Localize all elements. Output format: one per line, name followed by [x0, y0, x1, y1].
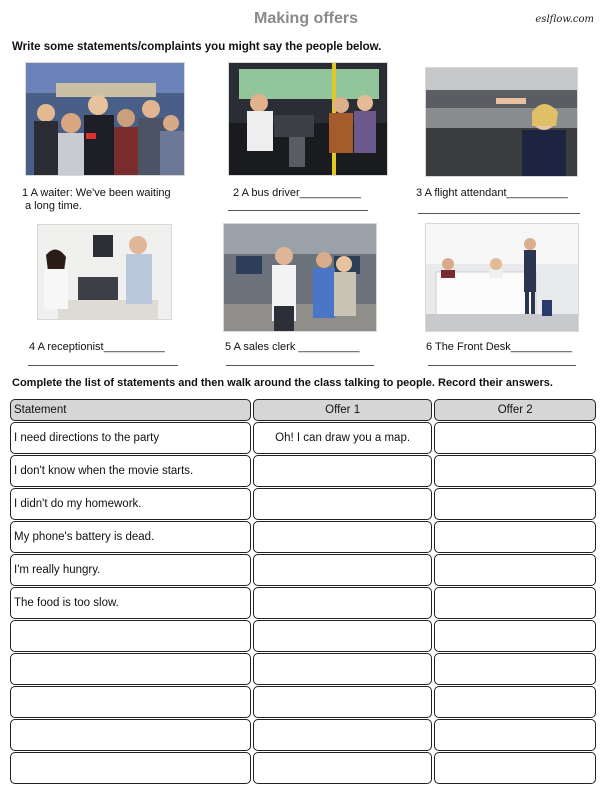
table-row	[10, 521, 596, 553]
offer-2-column-header: Offer 2	[434, 399, 596, 421]
receptionist-photo	[37, 224, 172, 320]
item-5-answer-line[interactable]	[226, 365, 374, 366]
offer-1-cell[interactable]	[253, 719, 433, 751]
item-2-answer-line[interactable]	[228, 210, 368, 211]
offer-2-cell[interactable]	[434, 620, 596, 652]
offer-2-cell[interactable]	[434, 752, 596, 784]
table-row	[10, 488, 596, 520]
flight-attendant-photo	[425, 67, 578, 177]
item-3-answer-line[interactable]	[418, 213, 580, 214]
offer-1-cell[interactable]: Oh! I can draw you a map.	[253, 422, 433, 454]
offer-1-cell[interactable]	[253, 587, 433, 619]
offer-1-cell[interactable]	[253, 455, 433, 487]
offer-1-cell[interactable]	[253, 752, 433, 784]
table-row	[10, 719, 596, 751]
offers-table	[8, 398, 598, 785]
table-row	[10, 653, 596, 685]
item-3-label: 3 A flight attendant__________	[416, 187, 568, 199]
table-row	[10, 422, 596, 454]
section1-instruction: Write some statements/complaints you might say the people below.	[12, 41, 382, 53]
statement-cell[interactable]: I didn't do my homework.	[10, 488, 251, 520]
table-row	[10, 752, 596, 784]
crowd-complaining-photo	[25, 62, 185, 176]
item-2-label: 2 A bus driver__________	[233, 187, 361, 199]
statement-column-header: Statement	[10, 399, 251, 421]
offer-2-cell[interactable]	[434, 521, 596, 553]
offer-1-cell[interactable]	[253, 653, 433, 685]
statement-cell[interactable]: I don't know when the movie starts.	[10, 455, 251, 487]
offer-2-cell[interactable]	[434, 653, 596, 685]
statement-cell[interactable]	[10, 752, 251, 784]
statement-cell[interactable]: I need directions to the party	[10, 422, 251, 454]
item-4-answer-line[interactable]	[28, 365, 178, 366]
table-row	[10, 620, 596, 652]
statement-cell[interactable]	[10, 686, 251, 718]
offer-1-cell[interactable]	[253, 488, 433, 520]
offer-1-cell[interactable]	[253, 620, 433, 652]
statement-cell[interactable]: I'm really hungry.	[10, 554, 251, 586]
statement-cell[interactable]	[10, 719, 251, 751]
table-header-row	[10, 399, 596, 421]
table-row	[10, 587, 596, 619]
item-5-label: 5 A sales clerk __________	[225, 341, 360, 353]
offer-2-cell[interactable]	[434, 686, 596, 718]
table-row	[10, 455, 596, 487]
item-6-label: 6 The Front Desk__________	[426, 341, 572, 353]
table-row	[10, 554, 596, 586]
table-row	[10, 686, 596, 718]
offer-2-cell[interactable]	[434, 587, 596, 619]
statement-cell[interactable]: My phone's battery is dead.	[10, 521, 251, 553]
statement-cell[interactable]	[10, 620, 251, 652]
site-name: eslflow.com	[535, 14, 594, 25]
offer-2-cell[interactable]	[434, 719, 596, 751]
offer-1-cell[interactable]	[253, 554, 433, 586]
item-4-label: 4 A receptionist__________	[29, 341, 165, 353]
offer-1-cell[interactable]	[253, 521, 433, 553]
item-6-answer-line[interactable]	[428, 365, 576, 366]
sales-clerk-photo	[223, 223, 377, 332]
offer-1-column-header: Offer 1	[253, 399, 433, 421]
front-desk-photo	[425, 223, 579, 332]
item-1-label-continued: a long time.	[25, 200, 82, 212]
offer-2-cell[interactable]	[434, 488, 596, 520]
bus-driver-photo	[228, 62, 388, 176]
statement-cell[interactable]	[10, 653, 251, 685]
offer-2-cell[interactable]	[434, 554, 596, 586]
item-1-label: 1 A waiter: We've been waiting	[22, 187, 171, 199]
section2-instruction: Complete the list of statements and then walk around the class talking to people. Record their answers.	[12, 377, 553, 389]
page-title: Making offers	[253, 10, 358, 27]
offer-2-cell[interactable]	[434, 455, 596, 487]
offer-1-cell[interactable]	[253, 686, 433, 718]
offer-2-cell[interactable]	[434, 422, 596, 454]
statement-cell[interactable]: The food is too slow.	[10, 587, 251, 619]
